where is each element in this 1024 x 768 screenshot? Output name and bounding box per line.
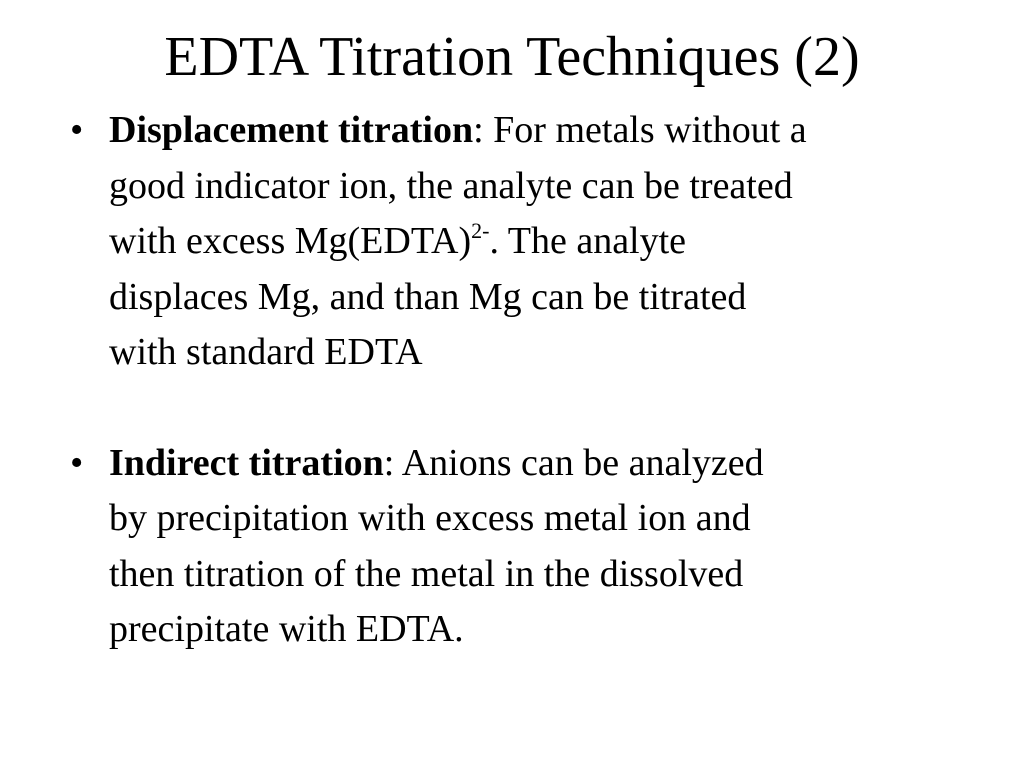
slide-title: EDTA Titration Techniques (2) bbox=[164, 26, 860, 88]
bullet-line bbox=[109, 103, 970, 159]
bullet-marker: • bbox=[70, 441, 84, 484]
bullet-displacement-titration bbox=[70, 103, 970, 381]
bullet-marker: • bbox=[70, 109, 84, 151]
bullet-line: then titration of the metal in the dissolved bbox=[109, 552, 744, 595]
bullet-line bbox=[109, 436, 970, 492]
bullet-text: . The analyte bbox=[489, 220, 687, 262]
bullet-line: by precipitation with excess metal ion and bbox=[109, 497, 751, 539]
bullet-list bbox=[70, 103, 970, 658]
bullet-text: with excess Mg(EDTA) bbox=[109, 220, 472, 262]
term-separator: : bbox=[383, 441, 395, 484]
bullet-text: For metals without a bbox=[483, 109, 807, 151]
bullet-term: Indirect titration bbox=[109, 441, 384, 484]
bullet-indirect-titration bbox=[70, 436, 970, 658]
term-separator: : bbox=[473, 109, 484, 151]
bullet-line: with standard EDTA bbox=[109, 331, 423, 373]
charge-superscript: 2- bbox=[471, 218, 490, 243]
bullet-text: Anions can be analyzed bbox=[394, 441, 764, 484]
bullet-line bbox=[109, 214, 970, 270]
bullet-line: good indicator ion, the analyte can be treated bbox=[109, 164, 793, 207]
bullet-line: displaces Mg, and than Mg can be titrated bbox=[109, 275, 747, 318]
bullet-line: precipitate with EDTA. bbox=[109, 608, 464, 650]
bullet-term: Displacement titration bbox=[109, 109, 474, 151]
